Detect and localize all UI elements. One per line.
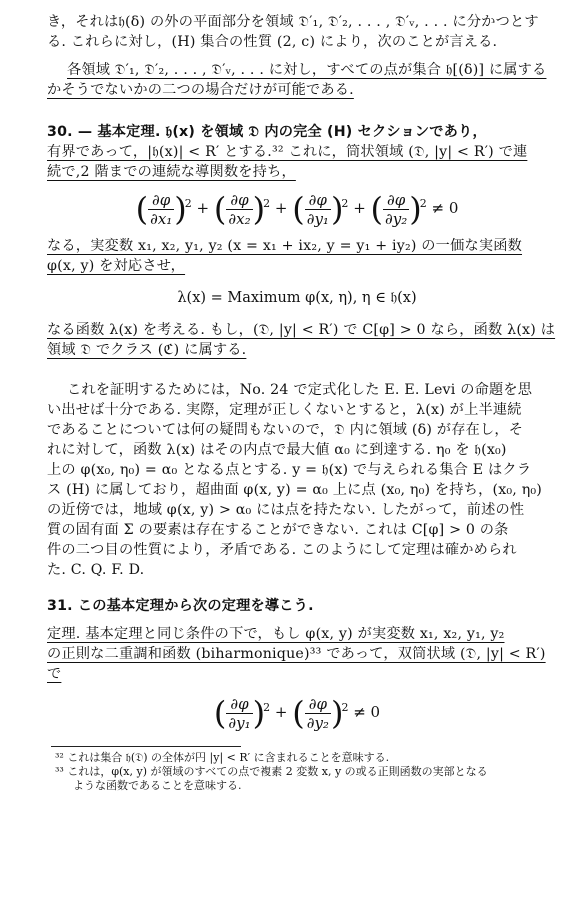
underlined-line: φ(x, y) を対応させ， [47,258,186,274]
text-line: た. C. Q. F. D. [47,562,145,578]
equation-lambda: λ(x) = Maximum φ(x, η), η ∈ 𝔥(x) [177,290,417,306]
underlined-line: 各領域 𝔇′₁, 𝔇′₂, . . . , 𝔇′ᵥ, . . . に対し，すべての点が集合 𝔥[(δ)] に属する [67,62,547,78]
text-line: の近傍では，地域 φ(x, y) > α₀ には点を持たない. したがって，前述の性 [47,502,525,518]
underlined-line: で [47,666,62,682]
underlined-line: 定理. 基本定理と同じ条件の下で，もし φ(x, y) が実変数 x₁, x₂, y₁, y₂ [47,626,505,642]
underlined-line: の正則な二重調和函数 (biharmonique)³³ であって，双筒状域 (𝔇, |y| < R′) [47,646,546,662]
footnote-32: ³² これは集合 𝔥(𝔇) の全体が円 |y| < R′ に含まれることを意味する. [55,751,390,764]
underlined-line: なる，実変数 x₁, x₂, y₁, y₂ (x = x₁ + ix₂, y = y₁ + iy₂) の一価な実函数 [47,238,523,254]
underlined-line: なる函数 λ(x) を考える. もし，(𝔇, |y| < R′) で C[φ] > 0 なら，函数 λ(x) は [47,322,556,338]
text-line: これを証明するためには，No. 24 で定式化した E. E. Levi の命題を思 [67,382,533,398]
text-line: い出せば十分である. 実際，定理が正しくないとすると，λ(x) が上半連続 [47,402,522,418]
section-number: 30. — 基本定理. 𝔥(x) を領域 𝔇 内の完全 (H) セクションであり， [47,124,487,140]
footnote-33-cont: ような函数であることを意味する. [73,779,242,792]
section-31-heading [47,596,547,616]
section-number: 31. この基本定理から次の定理を導こう. [47,598,314,614]
text-line: 上の φ(x₀, η₀) = α₀ となる点とする. y = 𝔥(x) で与えられる集合 E はクラ [47,462,532,478]
text-line: き，それは𝔥(δ) の外の平面部分を領域 𝔇′₁, 𝔇′₂, . . . , 𝔇′ᵥ, . . . に分かつとす [47,14,539,30]
text-line: る. これらに対し，(H) 集合の性質 (2, c) により，次のことが言える. [47,34,498,50]
section-30-heading [47,122,547,142]
underlined-line: 有界であって，|𝔥(x)| < R′ とする.³² これに，筒状領域 (𝔇, |y| < R′) で連 [47,144,528,160]
equation-partials-four: ( $\frac{\partial\varphi}{\text{∂x₁}}$ )$^2$ + ( $\frac{\partial\varphi}{\text{∂x₂}}$ )$^2$ + ( $\frac{\partial\varphi}{\text{∂y₁}}$ )$^2$ + ( $\frac{\partial\varphi}{\text{∂y₂}}$ )$^2$ ≠ 0 [135,190,459,228]
underlined-line: 続で,2 階までの連続な導関数を持ち， [47,164,296,180]
text-line: れに対して，函数 λ(x) はその内点で最大値 α₀ に到達する. η₀ を 𝔥(x₀) [47,442,507,458]
footnote-rule [51,746,241,747]
underlined-line: かそうでないかの二つの場合だけが可能である. [47,82,354,98]
text-line: 質の固有面 Σ の要素は存在することができない. これは C[φ] > 0 の条 [47,522,509,538]
underlined-line: 領域 𝔇 でクラス (ℭ) に属する. [47,342,247,358]
footnote-33: ³³ これは，φ(x, y) が領域のすべての点で複素 2 変数 x, y の或る正則函数の実部となる [55,765,488,778]
paper-page [47,12,556,793]
equation-partials-two: ( $\frac{\partial\varphi}{\text{∂y₁}}$ )$^2$ + ( $\frac{\partial\varphi}{\text{∂y₂}}$ )$^2$ ≠ 0 [213,694,381,732]
text-line: ス (H) に属しており，超曲面 φ(x, y) = α₀ 上に点 (x₀, η₀) を持ち，(x₀, η₀) [47,482,543,498]
text-line: であることについては何の疑問もないので，𝔇 内に領域 (δ) が存在し，そ [47,422,524,438]
text-line: 件の二つ目の性質により，矛盾である. このようにして定理は確かめられ [47,542,517,558]
